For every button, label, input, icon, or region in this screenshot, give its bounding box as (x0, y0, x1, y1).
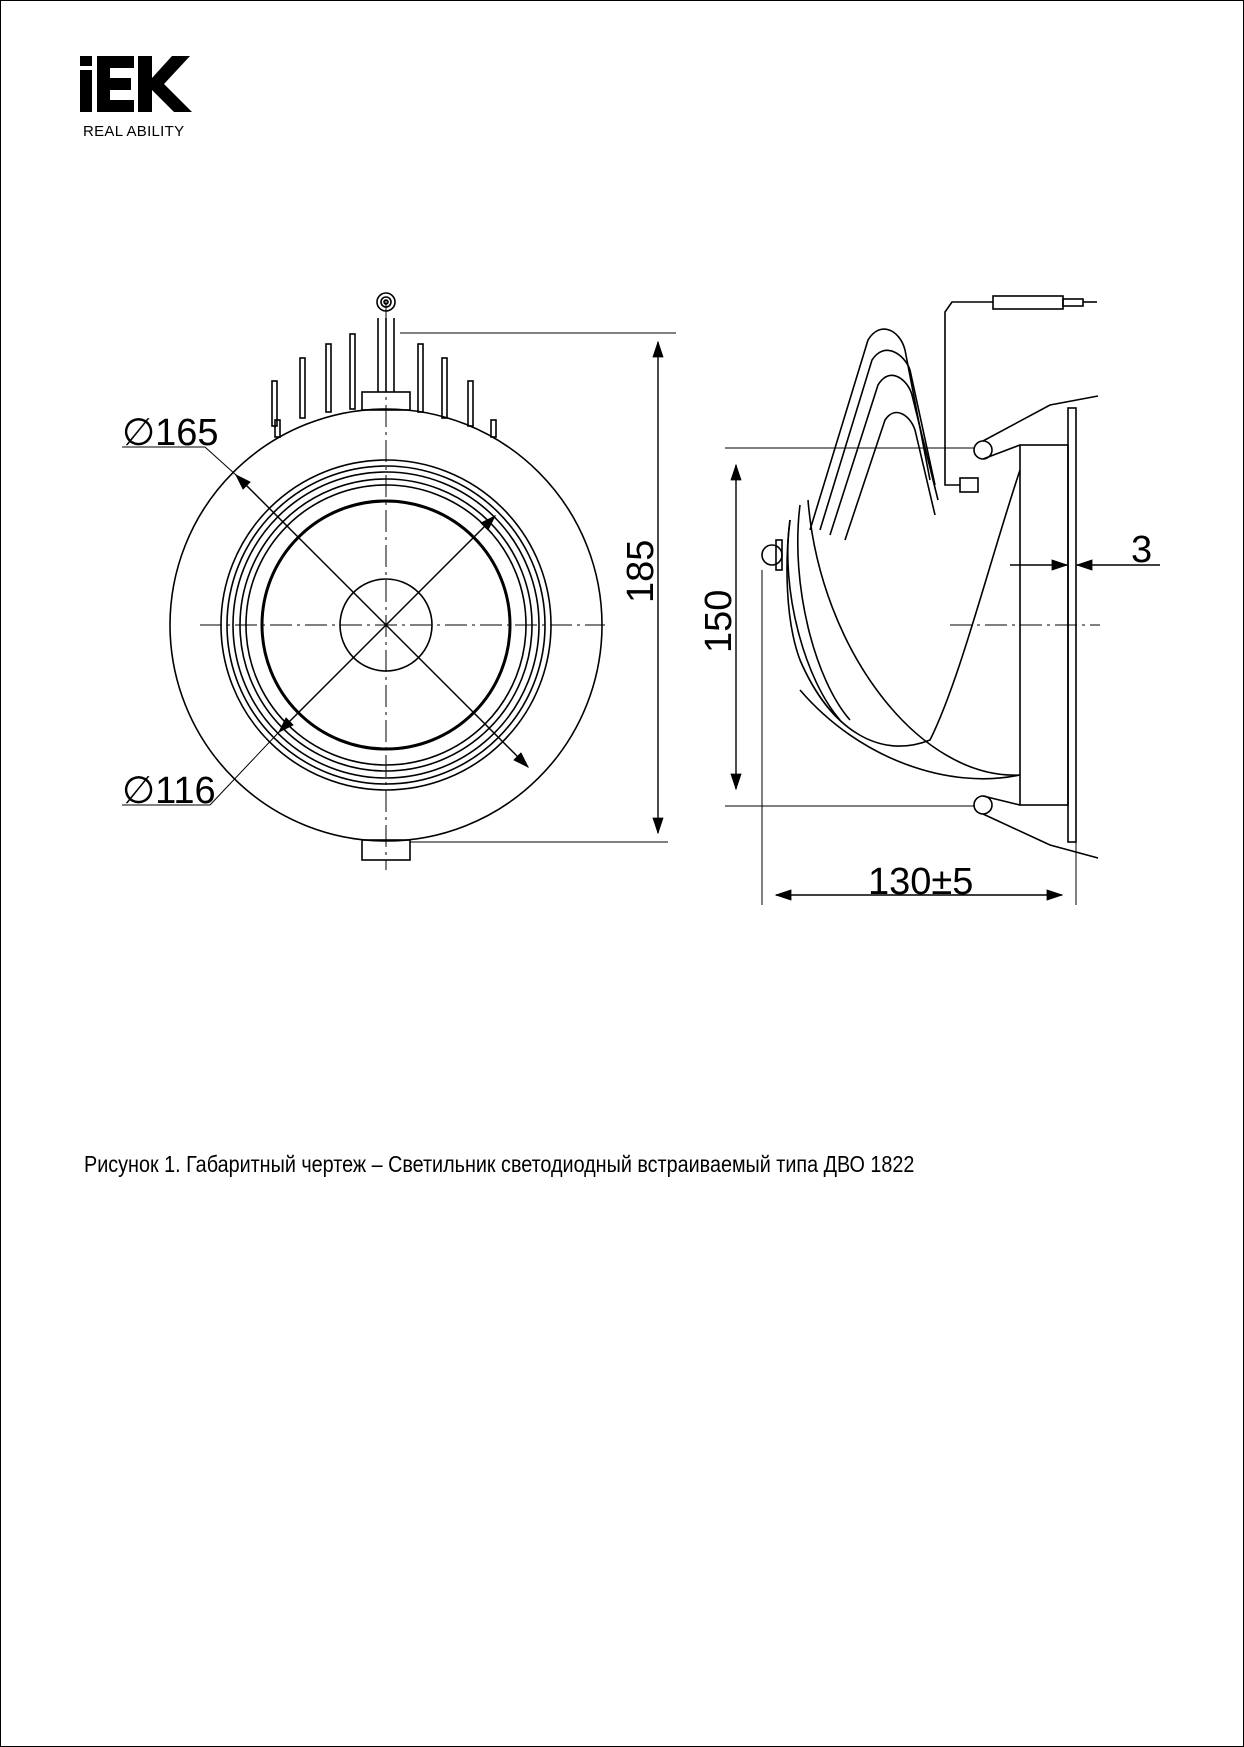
heatsink-leaves (810, 329, 938, 540)
side-screw (762, 545, 782, 565)
dim-flange-3: 3 (1131, 529, 1153, 571)
heatsink-fins (272, 334, 496, 437)
brand-tagline: REAL ABILITY (83, 123, 185, 140)
dim-depth-130: 130±5 (868, 861, 974, 903)
figure-caption: Рисунок 1. Габаритный чертеж – Светильник светодиодный встраиваемый типа ДВО 1822 (84, 1151, 915, 1177)
body-curve (787, 470, 1020, 746)
dim-height-150: 150 (698, 589, 740, 653)
side-view (725, 296, 1160, 905)
dim-outer-diameter: ∅165 (122, 412, 219, 454)
dim-inner-diameter: ∅116 (122, 770, 216, 812)
wire-connector (993, 296, 1063, 309)
dim-height-185: 185 (620, 539, 662, 603)
bottom-spring-clip (974, 796, 992, 814)
